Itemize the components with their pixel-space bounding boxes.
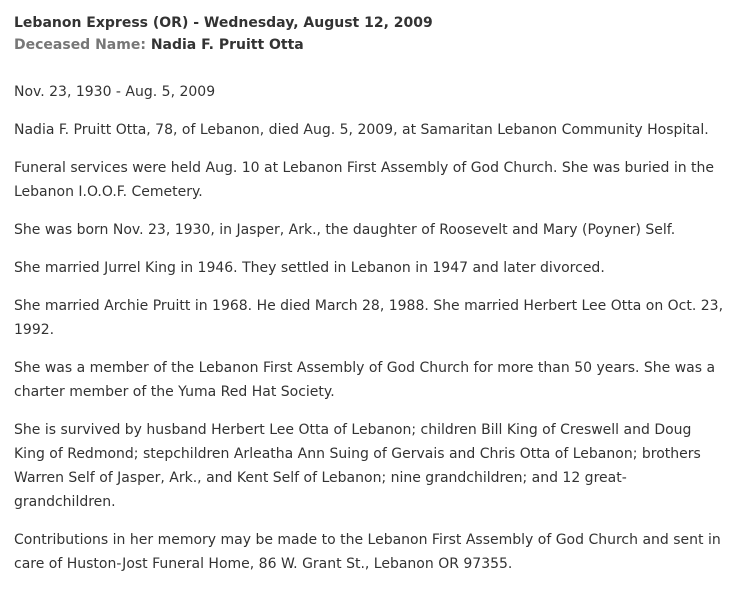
obituary-paragraph: She is survived by husband Herbert Lee Otta of Lebanon; children Bill King of Creswell and Doug King of Redmond; stepchildren Arleatha Ann Suing of Gervais and Chris Otta of Lebanon; brothers Warren Self of Jasper, Ark., and Kent Self of Lebanon; nine grandchildren; and 12 great-grandchildren. <box>14 422 701 510</box>
obituary-paragraph: She married Jurrel King in 1946. They settled in Lebanon in 1947 and later divorced. <box>14 260 605 276</box>
life-dates: Nov. 23, 1930 - Aug. 5, 2009 <box>14 84 216 100</box>
obituary-body <box>14 80 724 576</box>
obituary-paragraph: She married Archie Pruitt in 1968. He died March 28, 1988. She married Herbert Lee Otta on Oct. 23, 1992. <box>14 298 724 338</box>
publication-date: Wednesday, August 12, 2009 <box>203 15 433 31</box>
obituary-paragraph: Funeral services were held Aug. 10 at Lebanon First Assembly of God Church. She was buried in the Lebanon I.O.O.F. Cemetery. <box>14 160 715 200</box>
obituary-paragraph: She was a member of the Lebanon First Assembly of God Church for more than 50 years. She was a charter member of the Yuma Red Hat Society. <box>14 360 716 400</box>
publication-name: Lebanon Express (OR) <box>14 15 189 31</box>
obituary-paragraph: She was born Nov. 23, 1930, in Jasper, Ark., the daughter of Roosevelt and Mary (Poyner) Self. <box>14 222 676 238</box>
deceased-name-label: Deceased Name: <box>14 37 146 53</box>
publication-header <box>14 12 724 34</box>
obituary-paragraph: Nadia F. Pruitt Otta, 78, of Lebanon, died Aug. 5, 2009, at Samaritan Lebanon Community Hospital. <box>14 122 709 138</box>
header-separator: - <box>188 15 204 31</box>
obituary-paragraph: Contributions in her memory may be made to the Lebanon First Assembly of God Church and sent in care of Huston-Jost Funeral Home, 86 W. Grant St., Lebanon OR 97355. <box>14 532 721 572</box>
deceased-name-line <box>14 34 724 56</box>
deceased-name-value: Nadia F. Pruitt Otta <box>150 37 304 53</box>
